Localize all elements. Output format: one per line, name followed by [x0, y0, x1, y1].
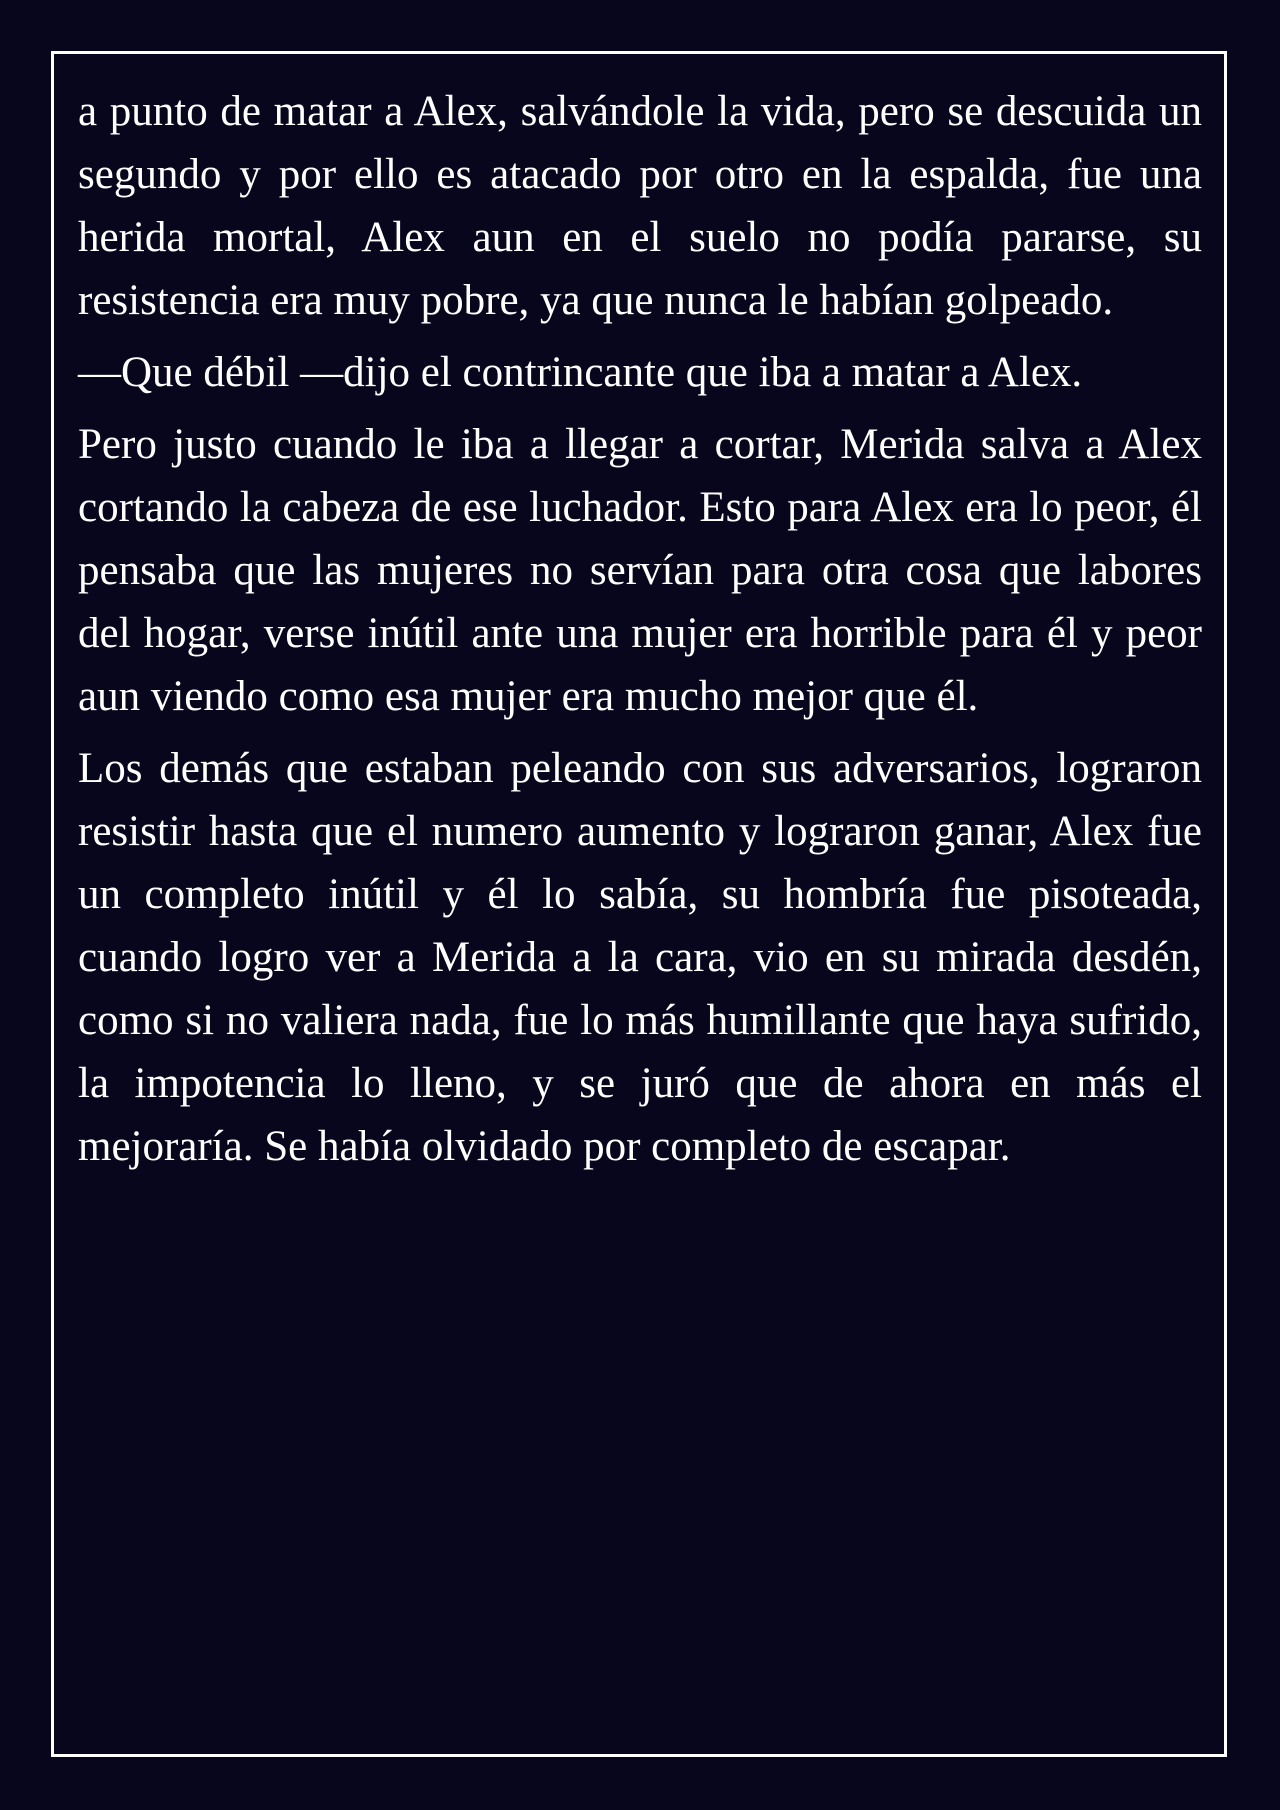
- paragraph: —Que débil —dijo el contrincante que iba a matar a Alex.: [78, 349, 1083, 396]
- paragraph: a punto de matar a Alex, salvándole la vida, pero se descuida un segundo y por ello es atacado por otro en la espalda, fue una herida mortal, Alex aun en el suelo no podía pararse, su resistencia era muy pobre, ya que nunca le habían golpeado.: [78, 88, 1202, 324]
- paragraph: Pero justo cuando le iba a llegar a cortar, Merida salva a Alex cortando la cabeza de ese luchador. Esto para Alex era lo peor, él pensaba que las mujeres no servían para otra cosa que labores del hogar, verse inútil ante una mujer era horrible para él y peor aun viendo como esa mujer era mucho mejor que él.: [78, 421, 1202, 720]
- paragraph: Los demás que estaban peleando con sus adversarios, lograron resistir hasta que el numero aumento y lograron ganar, Alex fue un completo inútil y él lo sabía, su hombría fue pisoteada, cuando logro ver a Merida a la cara, vio en su mirada desdén, como si no valiera nada, fue lo más humillante que haya sufrido, la impotencia lo lleno, y se juró que de ahora en más el mejoraría. Se había olvidado por completo de escapar.: [78, 745, 1202, 1170]
- story-text: [78, 80, 1202, 1187]
